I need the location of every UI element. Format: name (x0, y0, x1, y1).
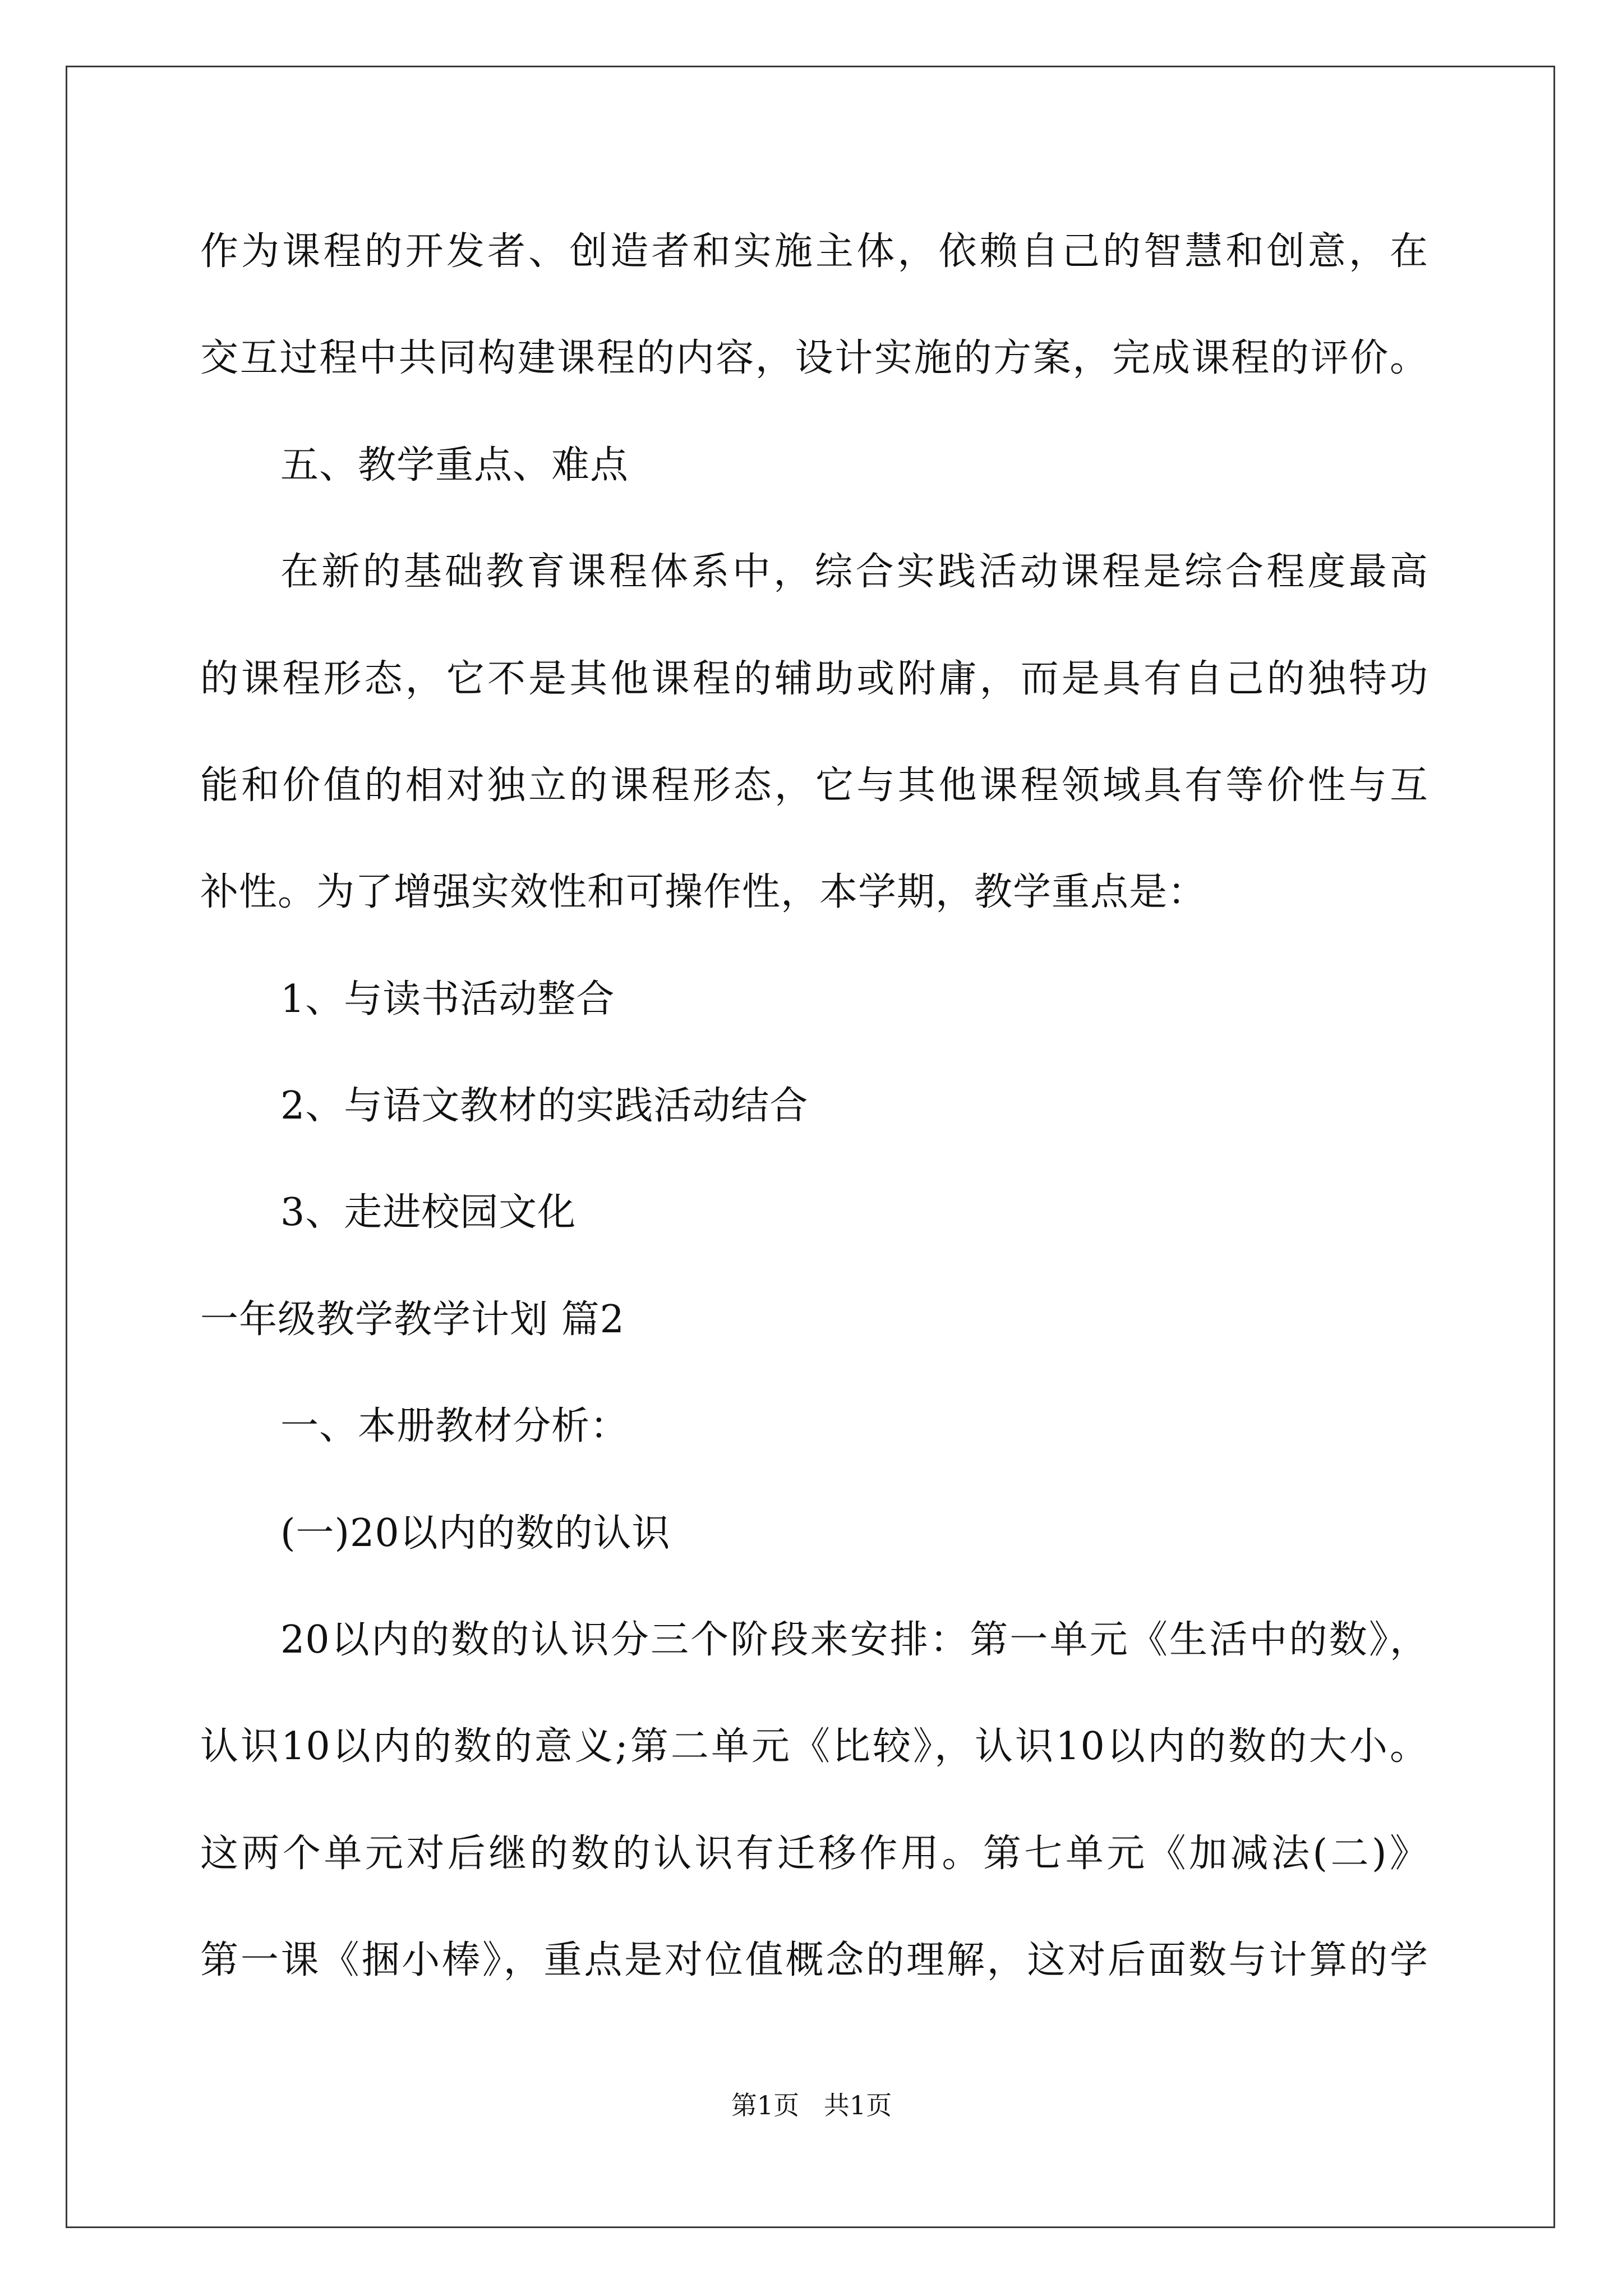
section-heading: 五、教学重点、难点 (280, 443, 629, 487)
body-line: 的课程形态，它不是其他课程的辅助或附庸，而是具有自己的独特功 (200, 657, 1428, 701)
page-border (66, 66, 1555, 2228)
body-line: 交互过程中共同构建课程的内容，设计实施的方案，完成课程的评价。 (200, 336, 1428, 380)
list-item: 2、与语文教材的实践活动结合 (280, 1084, 809, 1128)
body-line: 这两个单元对后继的数的认识有迁移作用。第七单元《加减法(二)》 (200, 1832, 1428, 1876)
body-line: 补性。为了增强实效性和可操作性，本学期，教学重点是： (200, 870, 1207, 914)
list-item: 1、与读书活动整合 (280, 977, 615, 1022)
list-item: 3、走进校园文化 (280, 1190, 577, 1235)
body-line: 20以内的数的认识分三个阶段来安排：第一单元《生活中的数》， (280, 1618, 1428, 1662)
body-line: 在新的基础教育课程体系中，综合实践活动课程是综合程度最高 (280, 550, 1428, 594)
subsection-heading: (一)20以内的数的认识 (280, 1511, 671, 1556)
body-line: 能和价值的相对独立的课程形态，它与其他课程领域具有等价性与互 (200, 763, 1428, 808)
section-heading: 一、本册教材分析： (280, 1404, 629, 1448)
body-line: 作为课程的开发者、创造者和实施主体，依赖自己的智慧和创意，在 (200, 229, 1428, 274)
body-line: 第一课《捆小棒》，重点是对位值概念的理解，这对后面数与计算的学 (200, 1938, 1428, 1982)
page-footer: 第1页 共1页 (731, 2090, 892, 2120)
document-heading: 一年级教学教学计划 篇2 (200, 1297, 625, 1342)
body-line: 认识10以内的数的意义;第二单元《比较》，认识10以内的数的大小。 (200, 1724, 1428, 1769)
